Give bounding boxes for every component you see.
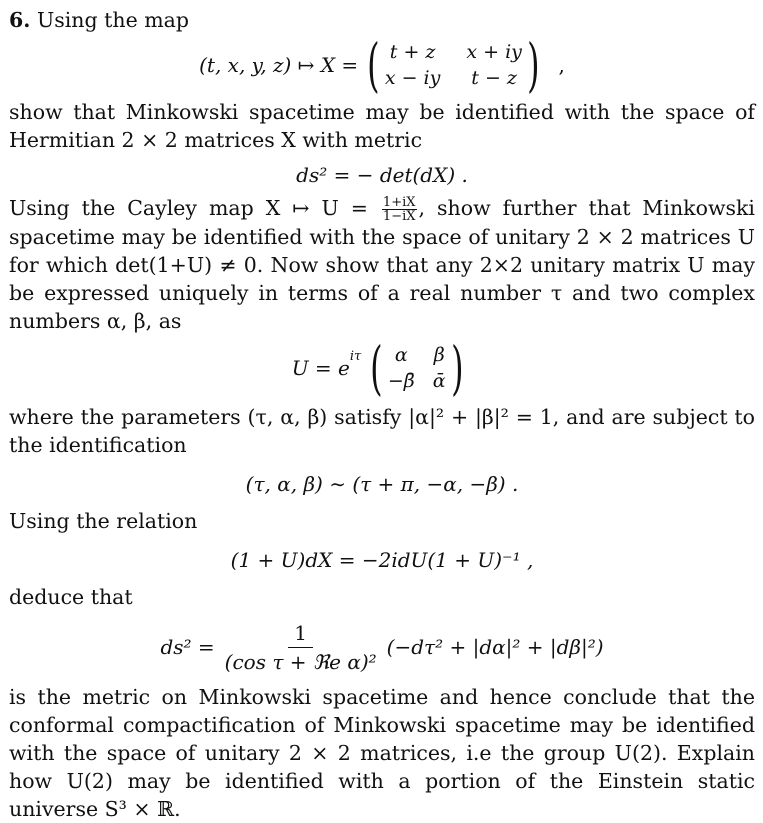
paragraph-parameters: where the parameters (τ, α, β) satisfy |α|² + |β|² = 1, and are subject to the identification (9, 405, 755, 457)
paragraph-relation: Using the relation (9, 509, 198, 533)
matrix-x-cell: t − z (471, 67, 517, 89)
cayley-start: Using the Cayley map X ↦ U = (9, 196, 368, 220)
matrix-u-cell: −β̄ (387, 370, 415, 392)
paragraph-conclusion: is the metric on Minkowski spacetime and hence conclude that the conformal compactification of Minkowski spacetime may be identified with the space of unitary 2 × 2 matrices, i.e the group U(2). Explain how U(2) may be identified with a portion of the Einstein static universe S³ × ℝ. (9, 685, 755, 821)
map-equation (9, 31, 755, 99)
paragraph-cayley (9, 194, 755, 335)
metric-equation: ds² = − det(dX) . (296, 163, 468, 187)
matrix-u-cell: β (433, 344, 445, 366)
matrix-u-cell: ᾱ (432, 370, 446, 392)
paragraph-hermitian: show that Minkowski spacetime may be identified with the space of Hermitian 2 × 2 matrices X with metric (9, 100, 755, 152)
relation-equation: (1 + U)dX = −2idU(1 + U)⁻¹ , (230, 548, 534, 572)
matrix-x: ( t + z x + iy x − iy t − z ) (367, 31, 540, 99)
matrix-u-cell: α (394, 344, 408, 366)
matrix-x-cell: x + iy (466, 41, 522, 63)
matrix-u: ( α β −β̄ ᾱ ) (370, 334, 464, 402)
problem-intro (9, 6, 755, 34)
problem-page (9, 6, 755, 823)
identification-equation: (τ, α, β) ∼ (τ + π, −α, −β) . (245, 472, 519, 496)
map-lhs: (t, x, y, z) ↦ X = (199, 53, 359, 77)
map-trailing: , (558, 53, 565, 77)
metric-result-equation: ds² = $\frac{1}{\text{(cos τ + ℜe α)²}}$ (−dτ² + |dα|² + |dβ|²) (160, 620, 604, 674)
paragraph-deduce: deduce that (9, 585, 133, 609)
metric-fraction: $\frac{1}{\text{(cos τ + ℜe α)²}}$ (224, 620, 377, 674)
matrix-x-cell: x − iy (384, 67, 441, 89)
matrix-x-cell: t + z (389, 41, 436, 63)
unitary-equation: U = e $^{i\tau}$ ( α β −β̄ ᾱ ) (9, 337, 755, 399)
cayley-fraction: $\frac{1+iX}{1-iX}$ (382, 195, 416, 224)
intro-text: Using the map (36, 8, 190, 32)
problem-number: 6. (9, 8, 31, 32)
cayley-end: , show further that Minkowski spacetime may be identified with the space of unitary 2 × 2 matrices U for which det(1+U) ≠ 0. Now show that any 2×2 unitary matrix U may be expressed uniquely in terms of a real number τ and two complex numbers α, β, as (9, 196, 755, 333)
